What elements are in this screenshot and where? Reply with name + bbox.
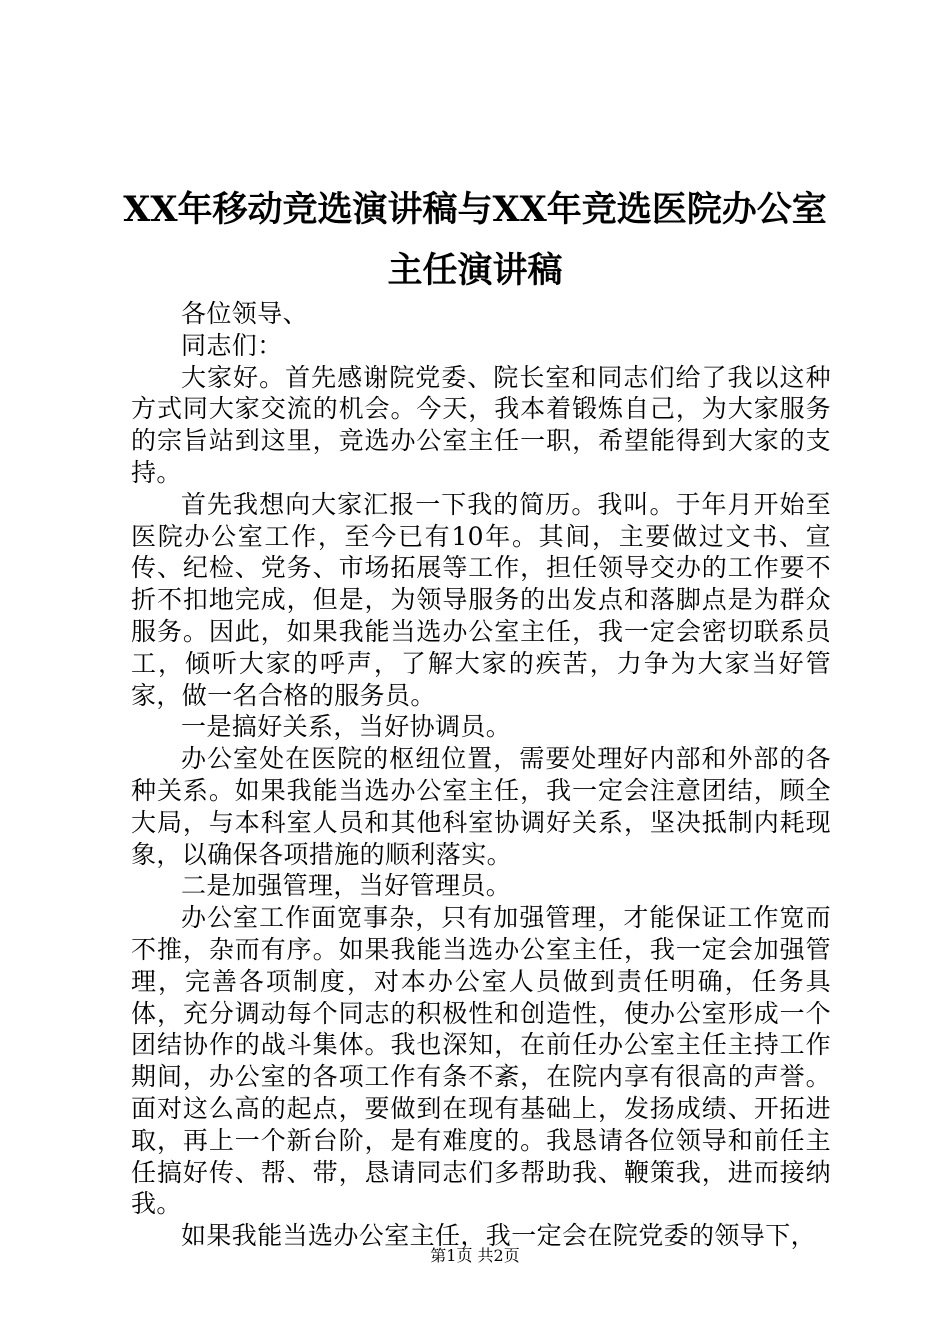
salutation-comrades: 同志们： — [181, 330, 283, 360]
document-title-line-1: XX年移动竞选演讲稿与XX年竞选医院办公室 — [123, 189, 827, 230]
heading-point-two: 二是加强管理，当好管理员。 — [181, 871, 512, 901]
paragraph-point-two: 办公室工作面宽事杂，只有加强管理，才能保证工作宽而不推，杂而有序。如果我能当选办公室主任，我一定会加强管理，完善各项制度，对本办公室人员做到责任明确，任务具体，充分调动每个同志的积极性和创造性，使办公室形成一个团结协作的战斗集体。我也深知，在前任办公室主任主持工作期间，办公室的各项工作有条不紊，在院内享有很高的声誉。面对这么高的起点，要做到在现有基础上，发扬成绩、开拓进取，再上一个新台阶，是有难度的。我恳请各位领导和前任主任搞好传、帮、带，恳请同志们多帮助我、鞭策我，进而接纳我。 — [131, 903, 831, 1219]
paragraph-greeting: 大家好。首先感谢院党委、院长室和同志们给了我以这种方式同大家交流的机会。今天，我本着锻炼自己，为大家服务的宗旨站到这里，竞选办公室主任一职，希望能得到大家的支持。 — [131, 362, 831, 487]
document-title-line-2: 主任演讲稿 — [387, 250, 563, 291]
page-number-footer: 第1页 共2页 — [430, 1246, 520, 1265]
paragraph-resume: 首先我想向大家汇报一下我的简历。我叫。于年月开始至医院办公室工作，至今已有10年。其间，主要做过文书、宣传、纪检、党务、市场拓展等工作，担任领导交办的工作要不折不扣地完成，但是，为领导服务的出发点和落脚点是为群众服务。因此，如果我能当选办公室主任，我一定会密切联系员工，倾听大家的呼声，了解大家的疾苦，力争为大家当好管家，做一名合格的服务员。 — [131, 489, 831, 710]
salutation-leaders: 各位领导、 — [181, 299, 309, 328]
paragraph-closing: 如果我能当选办公室主任，我一定会在院党委的领导下， — [181, 1221, 817, 1251]
paragraph-point-one: 办公室处在医院的枢纽位置，需要处理好内部和外部的各种关系。如果我能当选办公室主任，我一定会注意团结，顾全大局，与本科室人员和其他科室协调好关系，坚决抵制内耗现象，以确保各项措施的顺利落实。 — [131, 744, 831, 869]
document-body — [131, 298, 831, 1252]
heading-point-one: 一是搞好关系，当好协调员。 — [181, 712, 512, 742]
